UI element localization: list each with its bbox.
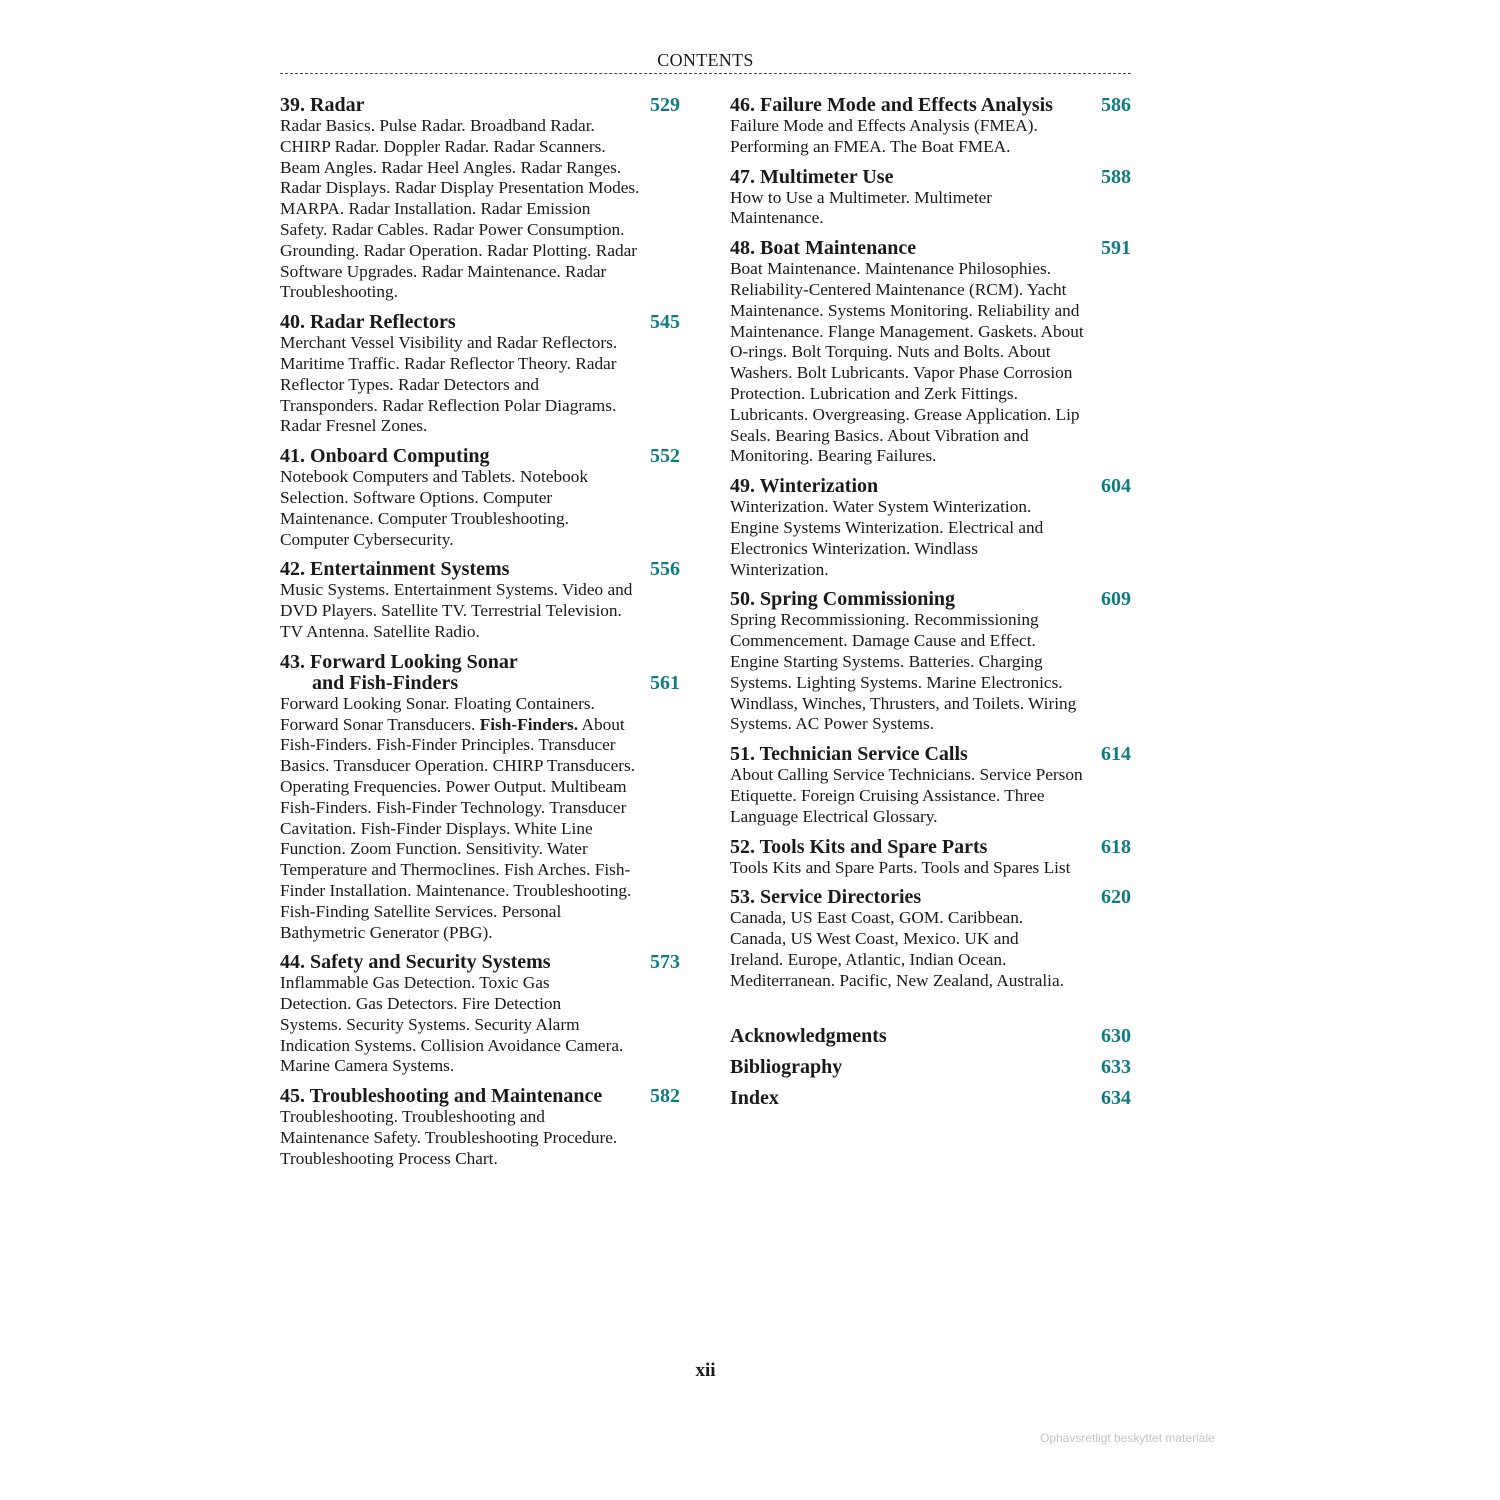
entry-description-pre: Forward Looking Sonar. Floating Containers. Forward Sonar Transducers.: [280, 693, 595, 734]
entry-page: 614: [1101, 743, 1131, 766]
entry-title-line2: and Fish-Finders: [312, 671, 459, 694]
entry-title: 51. Technician Service Calls: [730, 743, 968, 766]
entry-title: 45. Troubleshooting and Maintenance: [280, 1085, 603, 1108]
entry-title: 50. Spring Commissioning: [730, 588, 956, 611]
header-rule: [280, 73, 1131, 74]
entry-page: 618: [1101, 835, 1131, 858]
entry-page: 545: [650, 311, 680, 334]
entry-title: Bibliography: [730, 1055, 843, 1078]
page-number: xii: [695, 1360, 716, 1381]
entry-description: Merchant Vessel Visibility and Radar Reflectors. Maritime Traffic. Radar Reflector Theory. Radar Reflector Types. Radar Detectors and Transponders. Radar Reflection Polar Diagrams. Radar Fresnel Zones.: [280, 333, 618, 436]
toc-entry-53[interactable]: [730, 887, 1131, 991]
toc-entry-47[interactable]: [730, 167, 1131, 230]
entry-description: [280, 694, 640, 944]
toc-entry-39[interactable]: [280, 95, 680, 303]
entry-description: Spring Recommissioning. Recommissioning Commencement. Damage Cause and Effect. Engine Starting Systems. Batteries. Charging Systems. Lighting Systems. Marine Electronics. Windlass, Winches, Thrusters, and Toilets. Wiring Systems. AC Power Systems.: [730, 610, 1077, 734]
entry-title: 49. Winterization: [730, 475, 879, 498]
entry-description-bold: Fish-Finders.: [479, 714, 579, 734]
entry-description: How to Use a Multimeter. Multimeter Maintenance.: [730, 187, 993, 228]
toc-entry-48[interactable]: [730, 238, 1131, 467]
toc-bibliography[interactable]: [730, 1057, 1131, 1078]
entry-title: 41. Onboard Computing: [280, 445, 490, 468]
toc-index[interactable]: [730, 1088, 1131, 1109]
entry-title: Index: [730, 1086, 779, 1109]
entry-page: 586: [1101, 94, 1131, 116]
entry-title: 40. Radar Reflectors: [280, 311, 456, 334]
copyright-watermark: Ophavsretligt beskyttet materiale: [1040, 1431, 1215, 1445]
page-header: CONTENTS: [657, 50, 754, 70]
entry-title: Acknowledgments: [730, 1024, 887, 1047]
entry-description: Notebook Computers and Tablets. Notebook Selection. Software Options. Computer Maintenance. Computer Troubleshooting. Computer Cybersecurity.: [280, 467, 589, 549]
toc-entry-46[interactable]: [730, 95, 1131, 158]
entry-description: Music Systems. Entertainment Systems. Video and DVD Players. Satellite TV. Terrestrial Television. TV Antenna. Satellite Radio.: [280, 580, 633, 641]
entry-page: 591: [1101, 237, 1131, 260]
entry-page: 630: [1101, 1024, 1131, 1047]
entry-description: Troubleshooting. Troubleshooting and Maintenance Safety. Troubleshooting Procedure. Troubleshooting Process Chart.: [280, 1107, 618, 1168]
entry-title: 48. Boat Maintenance: [730, 237, 917, 260]
entry-page: 529: [650, 94, 680, 116]
entry-title: 53. Service Directories: [730, 886, 922, 909]
toc-acknowledgments[interactable]: [730, 1026, 1131, 1047]
entry-description: About Calling Service Technicians. Service Person Etiquette. Foreign Cruising Assistance. Three Language Electrical Glossary.: [730, 765, 1083, 826]
entry-description: Failure Mode and Effects Analysis (FMEA). Performing an FMEA. The Boat FMEA.: [730, 116, 1038, 156]
entry-page: 573: [650, 951, 680, 974]
entry-page: 633: [1101, 1055, 1131, 1078]
toc-left-column: [280, 95, 680, 1179]
entry-title: 44. Safety and Security Systems: [280, 951, 551, 974]
toc-entry-40[interactable]: [280, 312, 680, 437]
entry-page: 634: [1101, 1086, 1131, 1109]
entry-description: Winterization. Water System Winterization. Engine Systems Winterization. Electrical and Electronics Winterization. Windlass Winterization.: [730, 497, 1044, 579]
entry-description: Canada, US East Coast, GOM. Caribbean. Canada, US West Coast, Mexico. UK and Ireland. Europe, Atlantic, Indian Ocean. Mediterranean. Pacific, New Zealand, Australia.: [730, 908, 1064, 990]
entry-page: 620: [1101, 886, 1131, 909]
entry-title: 42. Entertainment Systems: [280, 558, 510, 581]
entry-title: 39. Radar: [280, 94, 365, 116]
entry-page: 556: [650, 558, 680, 581]
entry-title: [280, 652, 518, 694]
toc-entry-42[interactable]: [280, 559, 680, 642]
entry-title: 46. Failure Mode and Effects Analysis: [730, 94, 1053, 116]
toc-entry-44[interactable]: [280, 952, 680, 1077]
entry-page: 588: [1101, 165, 1131, 188]
entry-page: 609: [1101, 588, 1131, 611]
back-matter: [730, 1026, 1131, 1109]
toc-entry-52[interactable]: [730, 837, 1131, 879]
entry-page: 604: [1101, 475, 1131, 498]
entry-title: 52. Tools Kits and Spare Parts: [730, 835, 988, 858]
entry-page: 552: [650, 445, 680, 468]
toc-entry-51[interactable]: [730, 744, 1131, 827]
toc-entry-50[interactable]: [730, 589, 1131, 735]
entry-title: 47. Multimeter Use: [730, 165, 894, 188]
entry-description: Boat Maintenance. Maintenance Philosophies. Reliability-Centered Maintenance (RCM). Yacht Maintenance. Systems Monitoring. Reliability and Maintenance. Flange Management. Gaskets. About O-rings. Bolt Torquing. Nuts and Bolts. About Washers. Bolt Lubricants. Vapor Phase Corrosion Protection. Lubrication and Zerk Fittings. Lubricants. Overgreasing. Grease Application. Lip Seals. Bearing Basics. About Vibration and Monitoring. Bearing Failures.: [730, 259, 1084, 466]
entry-description-post: About Fish-Finders. Fish-Finder Principles. Transducer Basics. Transducer Operation. CHIRP Transducers. Operating Frequencies. Power Output. Multibeam Fish-Finders. Fish-Finder Technology. Transducer Cavitation. Fish-Finder Displays. White Line Function. Zoom Function. Sensitivity. Water Temperature and Thermoclines. Fish Arches. Fish-Finder Installation. Maintenance. Troubleshooting. Fish-Finding Satellite Services. Personal Bathymetric Generator (PBG).: [280, 714, 636, 942]
toc-entry-49[interactable]: [730, 476, 1131, 580]
entry-description: Radar Basics. Pulse Radar. Broadband Radar. CHIRP Radar. Doppler Radar. Radar Scanners. Beam Angles. Radar Heel Angles. Radar Ranges. Radar Displays. Radar Display Presentation Modes. MARPA. Radar Installation. Radar Emission Safety. Radar Cables. Radar Power Consumption. Grounding. Radar Operation. Radar Plotting. Radar Software Upgrades. Radar Maintenance. Radar Troubleshooting.: [280, 116, 640, 302]
toc-entry-43[interactable]: [280, 652, 680, 944]
entry-description: Inflammable Gas Detection. Toxic Gas Detection. Gas Detectors. Fire Detection Systems. Security Systems. Security Alarm Indication Systems. Collision Avoidance Camera. Marine Camera Systems.: [280, 973, 624, 1076]
toc-entry-45[interactable]: [280, 1086, 680, 1169]
entry-description: Tools Kits and Spare Parts. Tools and Spares List: [730, 857, 1071, 877]
toc-entry-41[interactable]: [280, 446, 680, 550]
toc-right-column: [730, 95, 1131, 1119]
entry-page: 561: [650, 671, 680, 694]
entry-page: 582: [650, 1085, 680, 1108]
entry-title-line1: 43. Forward Looking Sonar: [280, 650, 518, 673]
